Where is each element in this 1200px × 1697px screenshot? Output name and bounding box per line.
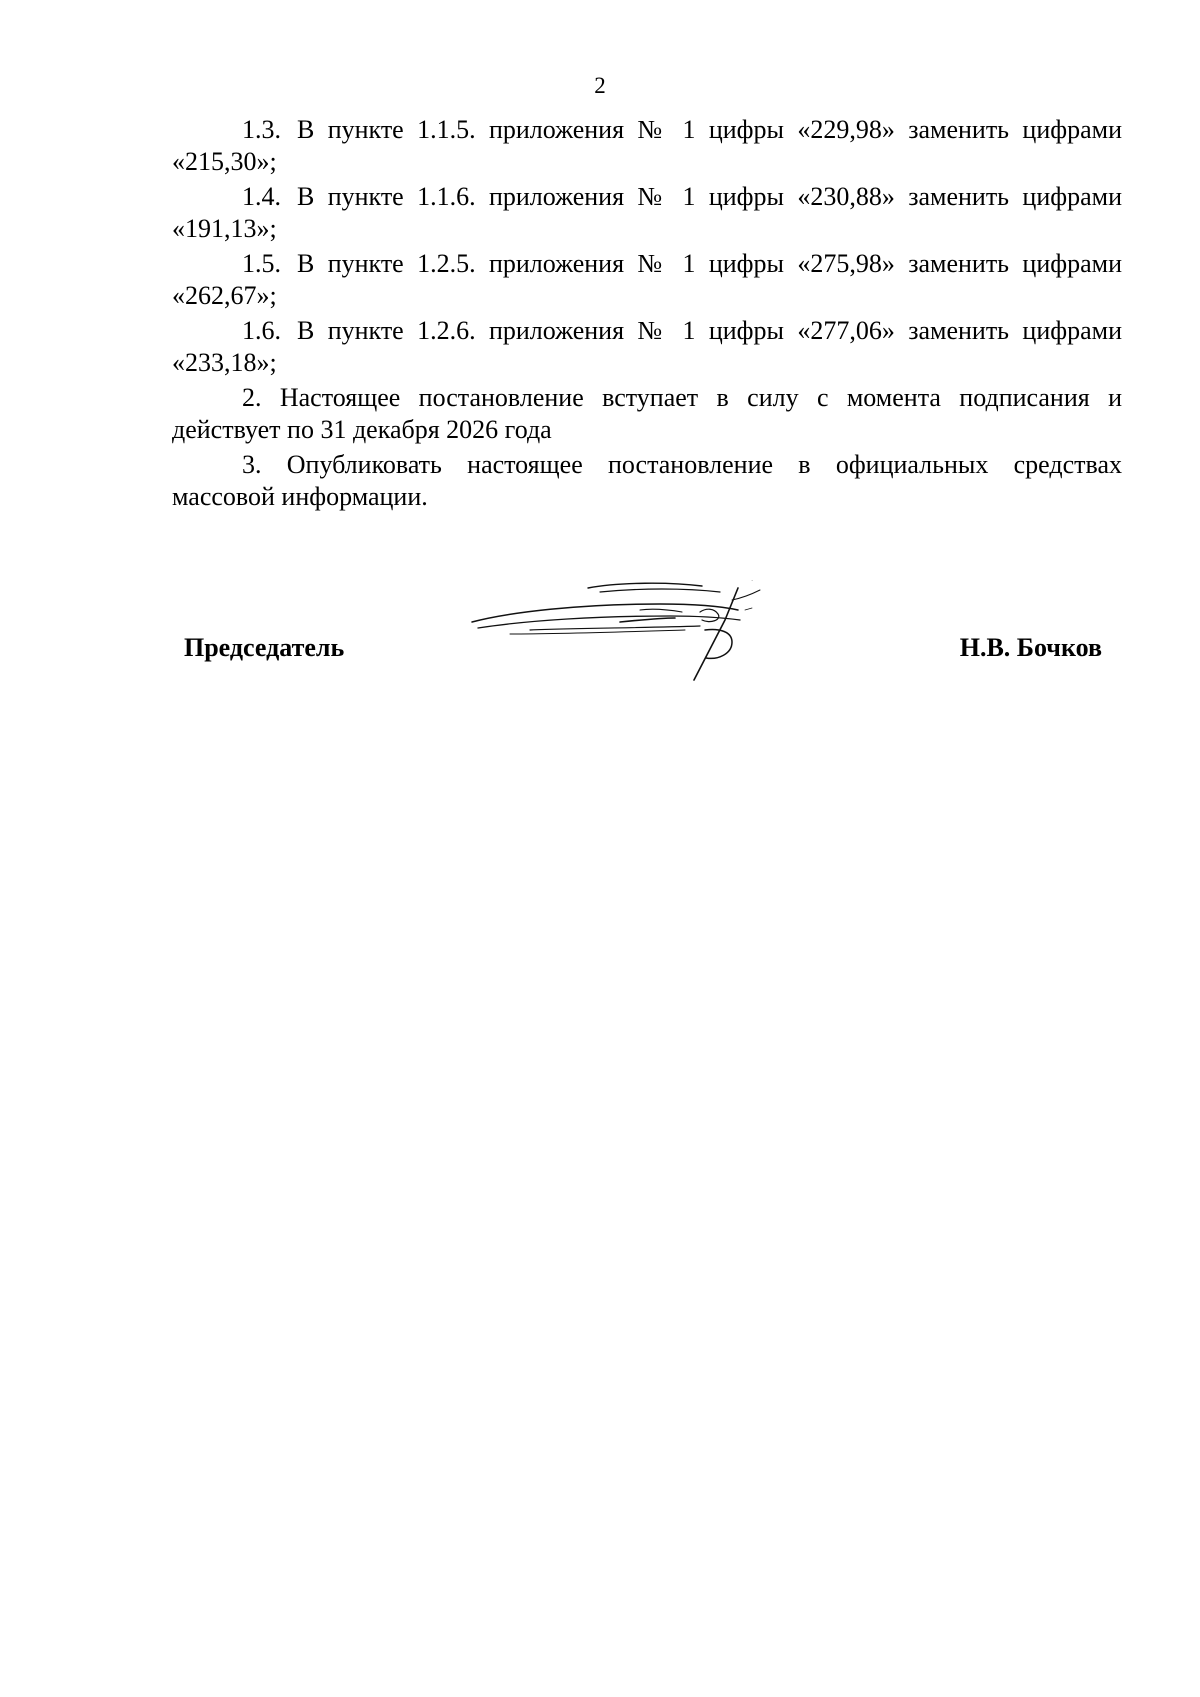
clause-text-continued: «215,30»;	[172, 147, 277, 176]
clause-number: 1.4.	[242, 182, 281, 211]
clause-text: В пункте 1.1.5. приложения № 1 цифры «229,98» заменить цифрами	[297, 115, 1122, 144]
clause-text-continued: «233,18»;	[172, 348, 277, 377]
signer-name: Н.В. Бочков	[959, 633, 1102, 662]
paragraph-text-continued: действует по 31 декабря 2026 года	[172, 415, 552, 444]
signer-title: Председатель	[184, 633, 345, 662]
clause-text: В пункте 1.2.6. приложения № 1 цифры «277,06» заменить цифрами	[297, 316, 1122, 345]
signature-block	[0, 580, 1200, 690]
clause-1-4	[172, 181, 1122, 245]
clause-text-continued: «262,67»;	[172, 281, 277, 310]
paragraph-text-continued: массовой информации.	[172, 482, 428, 511]
clause-number: 1.6.	[242, 316, 281, 345]
clause-1-5	[172, 248, 1122, 312]
clause-number: 1.5.	[242, 249, 281, 278]
handwritten-signature	[470, 580, 790, 690]
document-body	[172, 114, 1122, 516]
page-number: 2	[594, 73, 606, 98]
clause-number: 1.3.	[242, 115, 281, 144]
clause-1-6	[172, 315, 1122, 379]
clause-text: В пункте 1.2.5. приложения № 1 цифры «275,98» заменить цифрами	[297, 249, 1122, 278]
paragraph-publication	[172, 449, 1122, 513]
paragraph-text: 2. Настоящее постановление вступает в силу с момента подписания и	[242, 383, 1122, 412]
paragraph-text: 3. Опубликовать настоящее постановление в официальных средствах	[242, 450, 1122, 479]
paragraph-effective-date	[172, 382, 1122, 446]
clause-text-continued: «191,13»;	[172, 214, 277, 243]
clause-text: В пункте 1.1.6. приложения № 1 цифры «230,88» заменить цифрами	[297, 182, 1122, 211]
clause-1-3	[172, 114, 1122, 178]
